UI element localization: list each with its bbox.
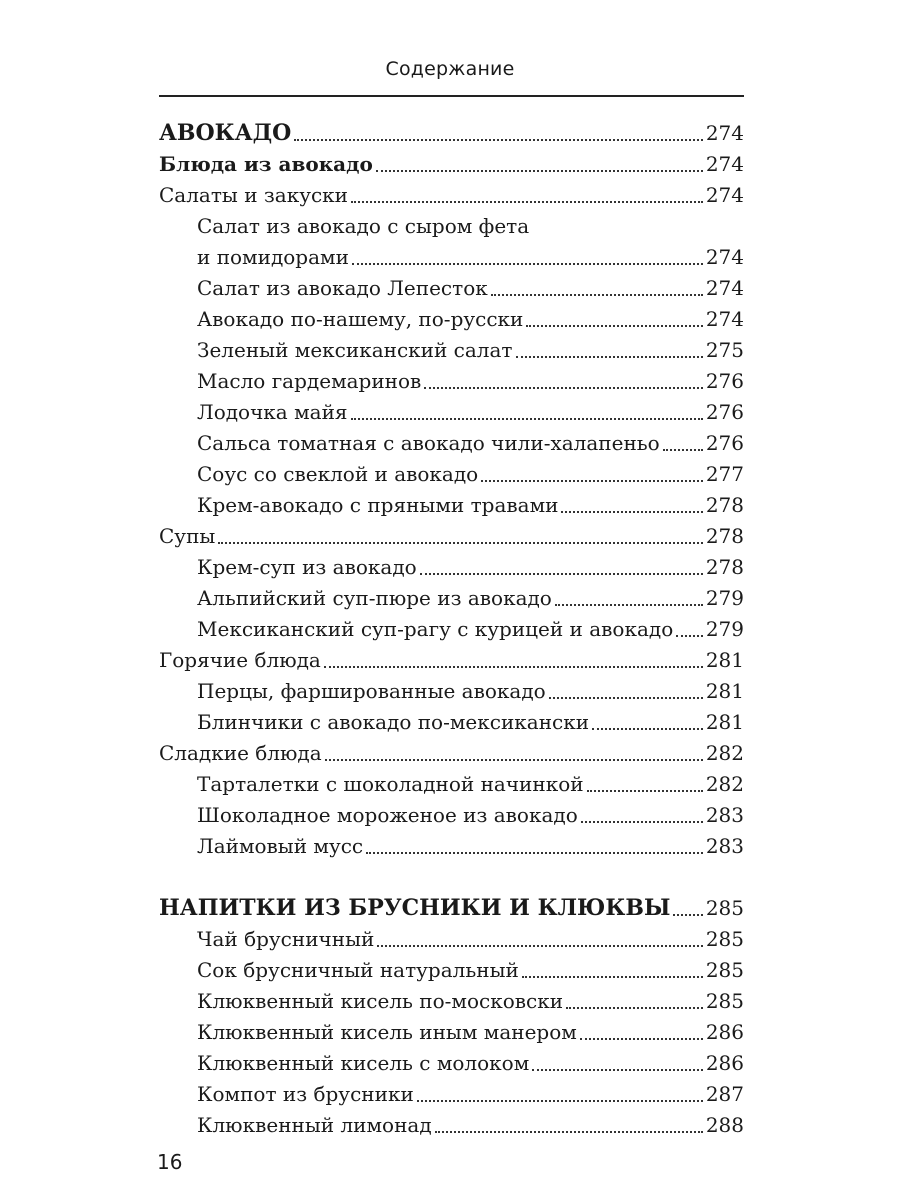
toc-entry-title: Крем-суп из авокадо — [197, 555, 417, 579]
toc-entry-title: Альпийский суп-пюре из авокадо — [197, 586, 552, 610]
toc-entry-page: 274 — [705, 245, 744, 269]
toc-item — [159, 490, 744, 521]
toc-entry-title: Мексиканский суп-рагу с курицей и авокадо — [197, 617, 674, 641]
toc-entry-page: 274 — [705, 307, 744, 331]
toc-entry-page: 285 — [705, 927, 744, 951]
toc-item — [159, 1017, 744, 1048]
toc-entry-page: 282 — [705, 741, 744, 765]
section-gap — [159, 862, 744, 893]
toc-item — [159, 955, 744, 986]
toc-entry-title: Перцы, фаршированные авокадо — [197, 679, 546, 703]
toc-entry-page: 277 — [705, 462, 744, 486]
toc-entry-title: Крем-авокадо с пряными травами — [197, 493, 559, 517]
toc-item — [159, 1110, 744, 1141]
toc-item — [159, 831, 744, 862]
toc-section-avocado — [159, 118, 744, 149]
toc-entry-title: Лодочка майя — [197, 400, 348, 424]
toc-item — [159, 366, 744, 397]
toc-item — [159, 273, 744, 304]
dot-leader — [526, 304, 702, 335]
dot-leader — [351, 397, 703, 428]
dot-leader — [676, 614, 703, 645]
toc-entry-title: Клюквенный лимонад — [197, 1113, 432, 1137]
toc-subsection-avocado-dishes — [159, 149, 744, 180]
dot-leader — [580, 1017, 703, 1048]
toc-entry-page: 279 — [705, 617, 744, 641]
toc-entry-page: 285 — [705, 896, 744, 920]
dot-leader — [481, 459, 703, 490]
toc-entry-page: 286 — [705, 1020, 744, 1044]
dot-leader — [491, 273, 703, 304]
dot-leader — [673, 893, 702, 924]
toc-entry-title: АВОКАДО — [159, 120, 292, 146]
toc-category-soups — [159, 521, 744, 552]
toc-entry-title: Клюквенный кисель по-московски — [197, 989, 564, 1013]
toc-entry-page: 282 — [705, 772, 744, 796]
header-divider — [159, 95, 744, 97]
dot-leader — [420, 552, 703, 583]
toc-entry-title: Лаймовый мусс — [197, 834, 364, 858]
page-number: 16 — [157, 1150, 183, 1174]
toc-category-hot-dishes — [159, 645, 744, 676]
toc-entry-title: Компот из брусники — [197, 1082, 414, 1106]
toc-entry-page: 274 — [705, 121, 744, 145]
dot-leader — [592, 707, 703, 738]
toc-item — [159, 428, 744, 459]
toc-item — [159, 707, 744, 738]
toc-entry-title-line1: Салат из авокадо с сыром фета — [197, 214, 530, 238]
table-of-contents — [159, 118, 744, 1141]
toc-entry-title: Клюквенный кисель иным манером — [197, 1020, 577, 1044]
dot-leader — [561, 490, 702, 521]
dot-leader — [663, 428, 703, 459]
toc-entry-title: Авокадо по-нашему, по-русски — [197, 307, 524, 331]
toc-entry-page: 287 — [705, 1082, 744, 1106]
toc-entry-title: Клюквенный кисель с молоком — [197, 1051, 530, 1075]
dot-leader — [377, 924, 702, 955]
toc-entry-page: 285 — [705, 958, 744, 982]
dot-leader — [294, 118, 702, 149]
dot-leader — [435, 1110, 703, 1141]
toc-entry-page: 281 — [705, 710, 744, 734]
dot-leader — [417, 1079, 703, 1110]
toc-entry-page: 274 — [705, 276, 744, 300]
toc-item — [159, 397, 744, 428]
dot-leader — [366, 831, 703, 862]
dot-leader — [325, 738, 703, 769]
dot-leader — [516, 335, 703, 366]
dot-leader — [351, 180, 703, 211]
toc-item — [159, 676, 744, 707]
toc-entry-title: Сладкие блюда — [159, 741, 322, 765]
toc-entry-title: НАПИТКИ ИЗ БРУСНИКИ И КЛЮКВЫ — [159, 895, 671, 921]
toc-entry-page: 281 — [705, 679, 744, 703]
toc-entry-page: 286 — [705, 1051, 744, 1075]
page-title: Содержание — [385, 58, 515, 80]
toc-entry-page: 278 — [705, 555, 744, 579]
toc-entry-page: 285 — [705, 989, 744, 1013]
toc-entry-title: Чай брусничный — [197, 927, 375, 951]
toc-entry-title: Салаты и закуски — [159, 183, 349, 207]
toc-entry-page: 278 — [705, 493, 744, 517]
toc-entry-page: 279 — [705, 586, 744, 610]
toc-item — [159, 614, 744, 645]
dot-leader — [549, 676, 703, 707]
toc-entry-page: 275 — [705, 338, 744, 362]
toc-item — [159, 583, 744, 614]
toc-entry-title: Тарталетки с шоколадной начинкой — [197, 772, 584, 796]
toc-entry-page: 274 — [705, 183, 744, 207]
toc-entry-page: 276 — [705, 400, 744, 424]
toc-entry-page: 283 — [705, 834, 744, 858]
dot-leader — [522, 955, 703, 986]
toc-item — [159, 924, 744, 955]
toc-entry-page: 276 — [705, 431, 744, 455]
toc-entry-page: 276 — [705, 369, 744, 393]
dot-leader — [424, 366, 703, 397]
toc-section-drinks — [159, 893, 744, 924]
toc-category-salads — [159, 180, 744, 211]
toc-entry-title: Шоколадное мороженое из авокадо — [197, 803, 578, 827]
toc-item — [159, 986, 744, 1017]
toc-category-sweet-dishes — [159, 738, 744, 769]
toc-entry-page: 278 — [705, 524, 744, 548]
toc-item — [159, 1079, 744, 1110]
toc-item — [159, 335, 744, 366]
toc-entry-title: Сальса томатная с авокадо чили-халапеньо — [197, 431, 660, 455]
toc-item-feta-salad — [159, 211, 744, 273]
toc-entry-title: Соус со свеклой и авокадо — [197, 462, 479, 486]
toc-entry-page: 274 — [705, 152, 744, 176]
dot-leader — [587, 769, 703, 800]
toc-item — [159, 800, 744, 831]
dot-leader — [555, 583, 703, 614]
dot-leader — [566, 986, 703, 1017]
toc-item — [159, 552, 744, 583]
toc-entry-page: 281 — [705, 648, 744, 672]
toc-entry-title: Супы — [159, 524, 216, 548]
toc-item — [159, 459, 744, 490]
toc-entry-title: Блинчики с авокадо по-мексикански — [197, 710, 590, 734]
toc-entry-title: Зеленый мексиканский салат — [197, 338, 513, 362]
dot-leader — [581, 800, 703, 831]
dot-leader — [352, 242, 703, 273]
toc-entry-title: Блюда из авокадо — [159, 152, 373, 176]
dot-leader — [218, 521, 702, 552]
toc-entry-title-line2: и помидорами — [197, 245, 349, 269]
toc-entry-title: Горячие блюда — [159, 648, 321, 672]
dot-leader — [532, 1048, 703, 1079]
toc-entry-title: Сок брусничный натуральный — [197, 958, 519, 982]
toc-entry-title: Масло гардемаринов — [197, 369, 422, 393]
toc-entry-page: 288 — [705, 1113, 744, 1137]
toc-item — [159, 304, 744, 335]
toc-entry-page: 283 — [705, 803, 744, 827]
toc-entry-title: Салат из авокадо Лепесток — [197, 276, 488, 300]
toc-item — [159, 1048, 744, 1079]
dot-leader — [324, 645, 703, 676]
toc-item — [159, 769, 744, 800]
dot-leader — [376, 149, 703, 180]
